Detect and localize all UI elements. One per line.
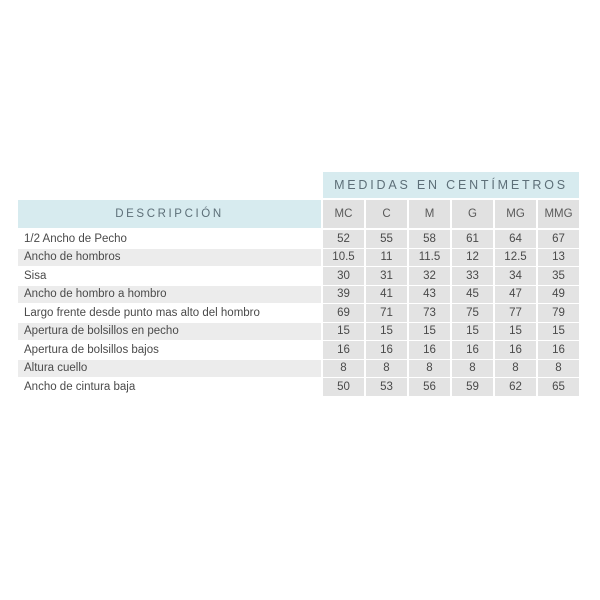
row-value-mc: 50 xyxy=(323,378,364,397)
row-value-mg: 64 xyxy=(495,230,536,249)
row-value-mc: 16 xyxy=(323,341,364,360)
row-value-mc: 10.5 xyxy=(323,249,364,268)
row-value-mc: 15 xyxy=(323,323,364,342)
row-value-mmg: 65 xyxy=(538,378,579,397)
size-header-c: C xyxy=(366,200,407,228)
row-value-g: 75 xyxy=(452,304,493,323)
size-header-m: M xyxy=(409,200,450,228)
row-value-m: 15 xyxy=(409,323,450,342)
table-row xyxy=(18,323,579,342)
row-value-c: 55 xyxy=(366,230,407,249)
measurements-banner: MEDIDAS EN CENTÍMETROS xyxy=(323,172,579,198)
row-value-m: 32 xyxy=(409,267,450,286)
table-row xyxy=(18,304,579,323)
row-value-mg: 8 xyxy=(495,360,536,379)
row-value-c: 31 xyxy=(366,267,407,286)
banner-spacer xyxy=(18,172,321,198)
row-value-mmg: 15 xyxy=(538,323,579,342)
row-value-mg: 47 xyxy=(495,286,536,305)
row-description: Ancho de hombros xyxy=(18,249,321,268)
header-row xyxy=(18,200,579,228)
row-value-mc: 30 xyxy=(323,267,364,286)
table-row xyxy=(18,378,579,397)
row-value-g: 61 xyxy=(452,230,493,249)
row-value-mmg: 79 xyxy=(538,304,579,323)
size-chart-table xyxy=(16,172,581,397)
row-description: 1/2 Ancho de Pecho xyxy=(18,230,321,249)
row-value-g: 8 xyxy=(452,360,493,379)
table-row xyxy=(18,267,579,286)
row-value-g: 33 xyxy=(452,267,493,286)
row-value-m: 73 xyxy=(409,304,450,323)
row-description: Altura cuello xyxy=(18,360,321,379)
row-value-c: 41 xyxy=(366,286,407,305)
row-value-g: 12 xyxy=(452,249,493,268)
row-value-mg: 12.5 xyxy=(495,249,536,268)
row-value-m: 8 xyxy=(409,360,450,379)
row-description: Apertura de bolsillos bajos xyxy=(18,341,321,360)
size-header-g: G xyxy=(452,200,493,228)
row-value-c: 53 xyxy=(366,378,407,397)
size-header-mg: MG xyxy=(495,200,536,228)
size-header-mmg: MMG xyxy=(538,200,579,228)
row-value-c: 15 xyxy=(366,323,407,342)
row-value-mc: 39 xyxy=(323,286,364,305)
row-value-m: 11.5 xyxy=(409,249,450,268)
row-value-mc: 52 xyxy=(323,230,364,249)
table-row xyxy=(18,341,579,360)
row-value-m: 16 xyxy=(409,341,450,360)
row-value-mg: 15 xyxy=(495,323,536,342)
row-value-g: 16 xyxy=(452,341,493,360)
row-value-c: 71 xyxy=(366,304,407,323)
row-value-mg: 62 xyxy=(495,378,536,397)
row-value-mmg: 35 xyxy=(538,267,579,286)
row-value-mmg: 13 xyxy=(538,249,579,268)
row-description: Largo frente desde punto mas alto del hombro xyxy=(18,304,321,323)
row-value-mc: 8 xyxy=(323,360,364,379)
row-value-mg: 77 xyxy=(495,304,536,323)
row-description: Sisa xyxy=(18,267,321,286)
table-row xyxy=(18,230,579,249)
row-value-mmg: 8 xyxy=(538,360,579,379)
row-value-g: 59 xyxy=(452,378,493,397)
row-value-g: 45 xyxy=(452,286,493,305)
banner-row xyxy=(18,172,579,198)
row-value-mmg: 49 xyxy=(538,286,579,305)
row-value-c: 11 xyxy=(366,249,407,268)
row-description: Ancho de hombro a hombro xyxy=(18,286,321,305)
row-value-mg: 34 xyxy=(495,267,536,286)
size-header-mc: MC xyxy=(323,200,364,228)
row-description: Ancho de cintura baja xyxy=(18,378,321,397)
table-row xyxy=(18,249,579,268)
row-value-mmg: 16 xyxy=(538,341,579,360)
row-value-c: 16 xyxy=(366,341,407,360)
row-value-mg: 16 xyxy=(495,341,536,360)
row-value-mmg: 67 xyxy=(538,230,579,249)
row-value-m: 58 xyxy=(409,230,450,249)
row-value-c: 8 xyxy=(366,360,407,379)
row-value-g: 15 xyxy=(452,323,493,342)
table-row xyxy=(18,286,579,305)
description-header: DESCRIPCIÓN xyxy=(18,200,321,228)
row-value-mc: 69 xyxy=(323,304,364,323)
row-value-m: 56 xyxy=(409,378,450,397)
table-body xyxy=(18,230,579,397)
row-description: Apertura de bolsillos en pecho xyxy=(18,323,321,342)
table-row xyxy=(18,360,579,379)
row-value-m: 43 xyxy=(409,286,450,305)
